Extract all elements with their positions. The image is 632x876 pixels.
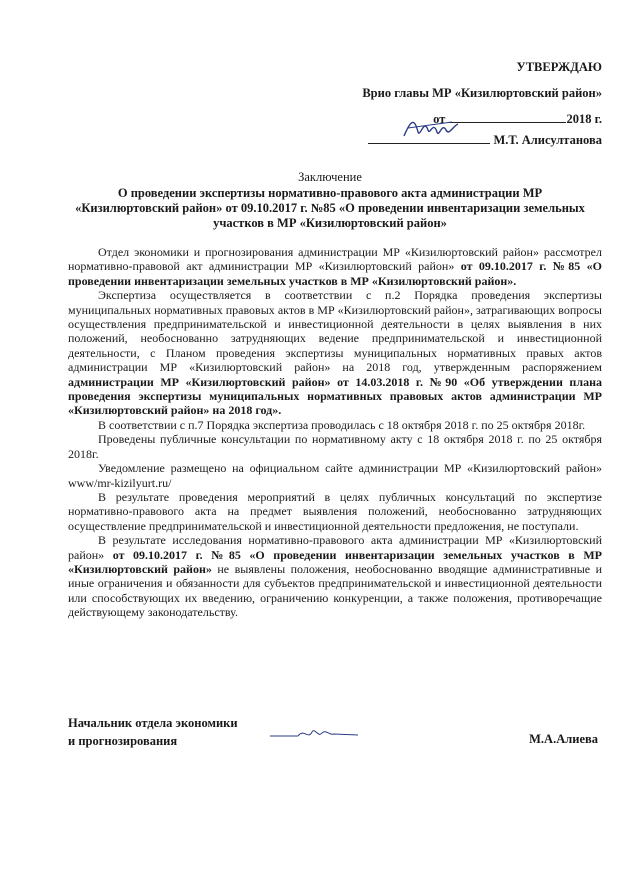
signer-signature-image xyxy=(268,724,360,744)
signer-name: М.А.Алиева xyxy=(529,732,598,746)
approve-heading: УТВЕРЖДАЮ xyxy=(516,60,602,74)
paragraph-7: В результате исследования нормативно-правового акта администрации МР «Кизилюртовский район» от 09.10.2017 г. №85 «О проведении инвентаризации земельных участков в МР «Кизилюртовский район» не выявлены положения, необоснованно вводящие административные и иные ограничения и обязанности для субъектов предпринимательской и инвестиционной деятельности или способствующих их введению, ограничению конкуренции, а также положения, противоречащие действующему законодательству. xyxy=(68,533,603,620)
signer-position-line1: Начальник отдела экономики xyxy=(68,716,238,730)
approver-position: Врио главы МР «Кизилюртовский район» xyxy=(362,86,602,100)
approver-signature-image xyxy=(400,112,462,142)
approver-name: М.Т. Алисултанова xyxy=(493,133,602,147)
paragraph-1: Отдел экономики и прогнозирования администрации МР «Кизилюртовский район» рассмотрел нормативно-правовой акт администрации МР «Кизилюртовский район» от 09.10.2017 г. №85 «О проведении инвентаризации земельных участков в МР «Кизилюртовский район». xyxy=(68,245,602,288)
document-heading: Заключение xyxy=(298,170,362,184)
approval-date-prefix: от xyxy=(433,112,446,126)
approval-date-suffix: 2018 г. xyxy=(566,112,602,126)
document-subject: О проведении экспертизы нормативно-правового акта администрации МР «Кизилюртовский район» от 09.10.2017 г. №85 «О проведении инвентаризации земельных участков в МР «Кизилюртовский район» xyxy=(75,186,585,230)
approval-date-blank xyxy=(448,110,566,123)
signer-position-line2: и прогнозирования xyxy=(68,734,178,748)
paragraph-3: В соответствии с п.7 Порядка экспертиза проводилась с 18 октября 2018 г. по 25 октября 2018г. xyxy=(98,417,586,432)
paragraph-6: В результате проведения мероприятий в целях публичных консультаций по экспертизе нормативно-правового акта на предмет выявления положений, необоснованно затрудняющих осуществление предпринимательской и инвестиционной деятельности предложения, не поступали. xyxy=(68,489,602,533)
paragraph-4: Проведены публичные консультации по нормативному акту с 18 октября 2018 г. по 25 октября 2018г. xyxy=(68,432,602,461)
document-body xyxy=(68,245,602,620)
paragraph-5: Уведомление размещено на официальном сайте администрации МР «Кизилюртовский район» www/mr-kizilyurt.ru/ xyxy=(68,461,602,490)
paragraph-2: Экспертиза осуществляется в соответствии с п.2 Порядка проведения экспертизы муниципальных нормативных правовых актов в МР «Кизилюртовский район», затрагивающих вопросы осуществления предпринимательской и инвестиционной деятельности в целях выявления в них положений, необоснованно затрудняющих ведение предпринимательской и инвестиционной деятельности, с Планом проведения экспертизы муниципальных нормативных правых актов администрации МР «Кизилюртовский район» на 2018 год, утвержденным распоряжением администрации МР «Кизилюртовский район» от 14.03.2018 г. №90 «Об утверждении плана проведения экспертизы муниципальных нормативных правовых актов администрации МР «Кизилюртовский район» на 2018 год». xyxy=(68,288,602,418)
signer-position xyxy=(68,714,238,750)
